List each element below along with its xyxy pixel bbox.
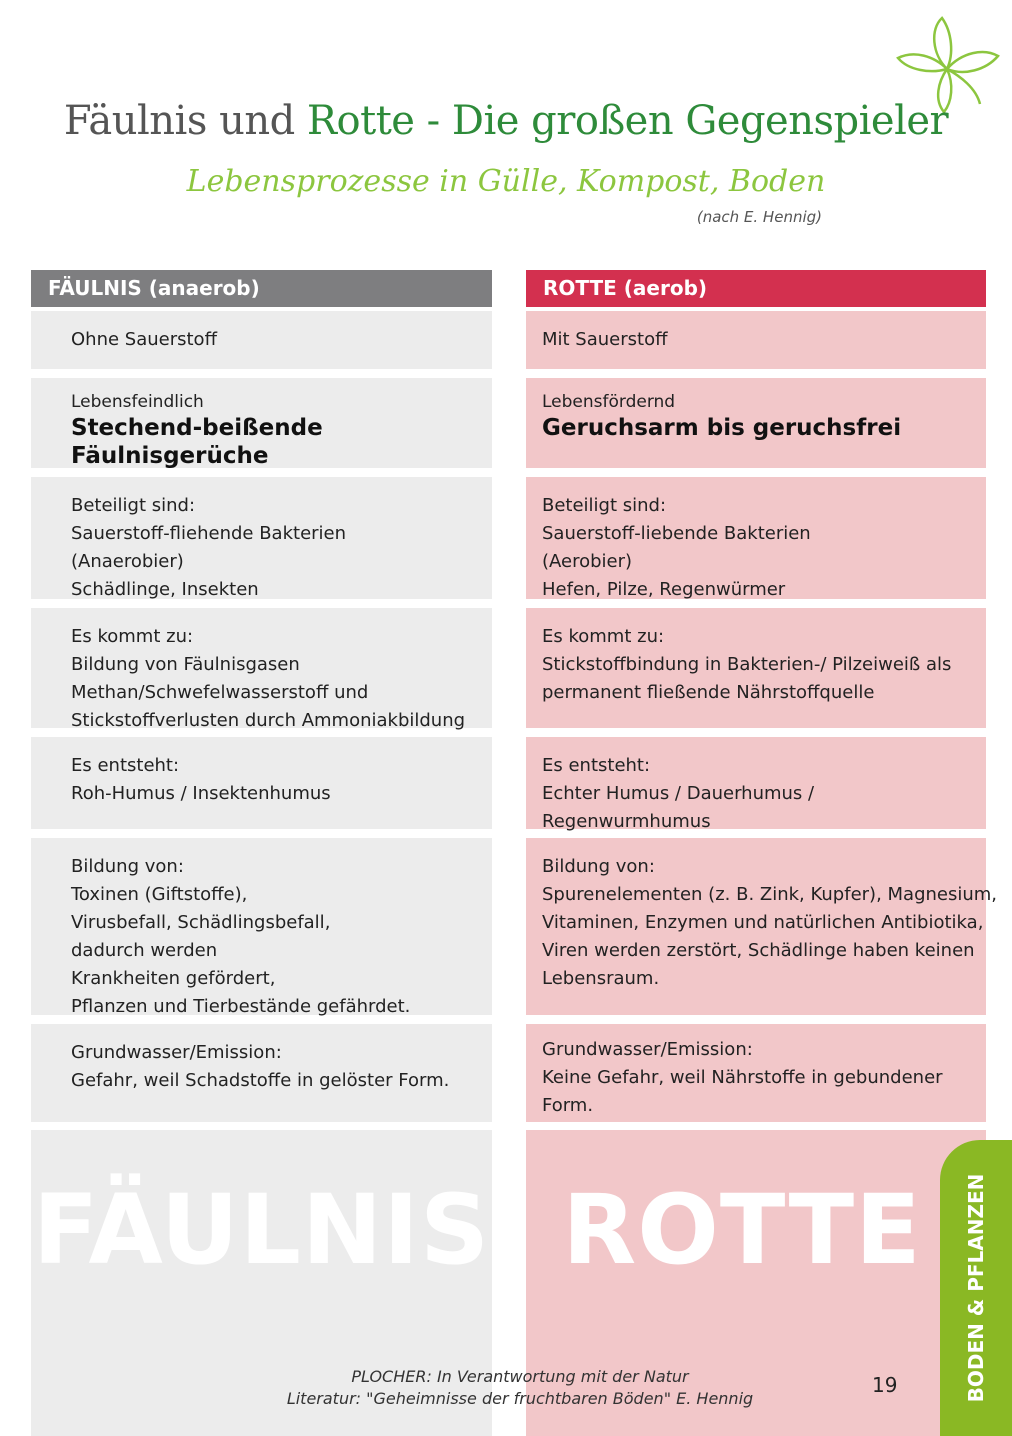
table-cell: Grundwasser/Emission: Keine Gefahr, weil Nährstoffe in gebundener Form. xyxy=(526,1024,986,1122)
side-tab-label: BODEN & PFLANZEN xyxy=(964,1173,988,1403)
table-cell: Es kommt zu: Stickstoffbindung in Bakterien-/ Pilzeiweiß als permanent fließende Nährstoffquelle xyxy=(526,608,986,728)
page-number: 19 xyxy=(872,1373,898,1397)
source-note: (nach E. Hennig) xyxy=(696,208,822,226)
table-cell: Lebensfeindlich Stechend-beißende Fäulnisgerüche xyxy=(31,378,492,468)
footer xyxy=(250,1366,790,1410)
footer-line-1: PLOCHER: In Verantwortung mit der Natur xyxy=(351,1367,689,1386)
rotte-header: ROTTE (aerob) xyxy=(526,270,986,307)
table-cell: Ohne Sauerstoff xyxy=(31,311,492,369)
rotte-watermark: ROTTE xyxy=(562,1174,922,1286)
table-cell: Mit Sauerstoff xyxy=(526,311,986,369)
table-cell: Lebensfördernd Geruchsarm bis geruchsfrei xyxy=(526,378,986,468)
page-subtitle: Lebensprozesse in Gülle, Kompost, Boden xyxy=(186,164,826,199)
table-cell: Es entsteht: Roh-Humus / Insektenhumus xyxy=(31,737,492,829)
table-cell: Es kommt zu: Bildung von Fäulnisgasen Methan/Schwefelwasserstoff und Stickstoffverlusten durch Ammoniakbildung xyxy=(31,608,492,728)
table-cell: Beteiligt sind: Sauerstoff-liebende Bakterien (Aerobier) Hefen, Pilze, Regenwürmer xyxy=(526,477,986,599)
faeulnis-header: FÄULNIS (anaerob) xyxy=(31,270,492,307)
table-cell: Beteiligt sind: Sauerstoff-fliehende Bakterien (Anaerobier) Schädlinge, Insekten xyxy=(31,477,492,599)
table-cell: Es entsteht: Echter Humus / Dauerhumus / Regenwurmhumus xyxy=(526,737,986,829)
faeulnis-watermark: FÄULNIS xyxy=(32,1174,491,1286)
table-cell: Grundwasser/Emission: Gefahr, weil Schadstoffe in gelöster Form. xyxy=(31,1024,492,1122)
footer-line-2: Literatur: "Geheimnisse der fruchtbaren Böden" E. Hennig xyxy=(286,1389,754,1408)
page-title: Fäulnis und Rotte - Die großen Gegenspieler xyxy=(63,98,949,144)
table-cell: Bildung von: Spurenelementen (z. B. Zink, Kupfer), Magnesium, Vitaminen, Enzymen und natürlichen Antibiotika, Viren werden zerstört, Schädlinge haben keinen Lebensraum. xyxy=(526,838,986,1015)
table-cell: Bildung von: Toxinen (Giftstoffe), Virusbefall, Schädlingsbefall, dadurch werden Krankheiten gefördert, Pflanzen und Tierbestände gefährdet. xyxy=(31,838,492,1015)
